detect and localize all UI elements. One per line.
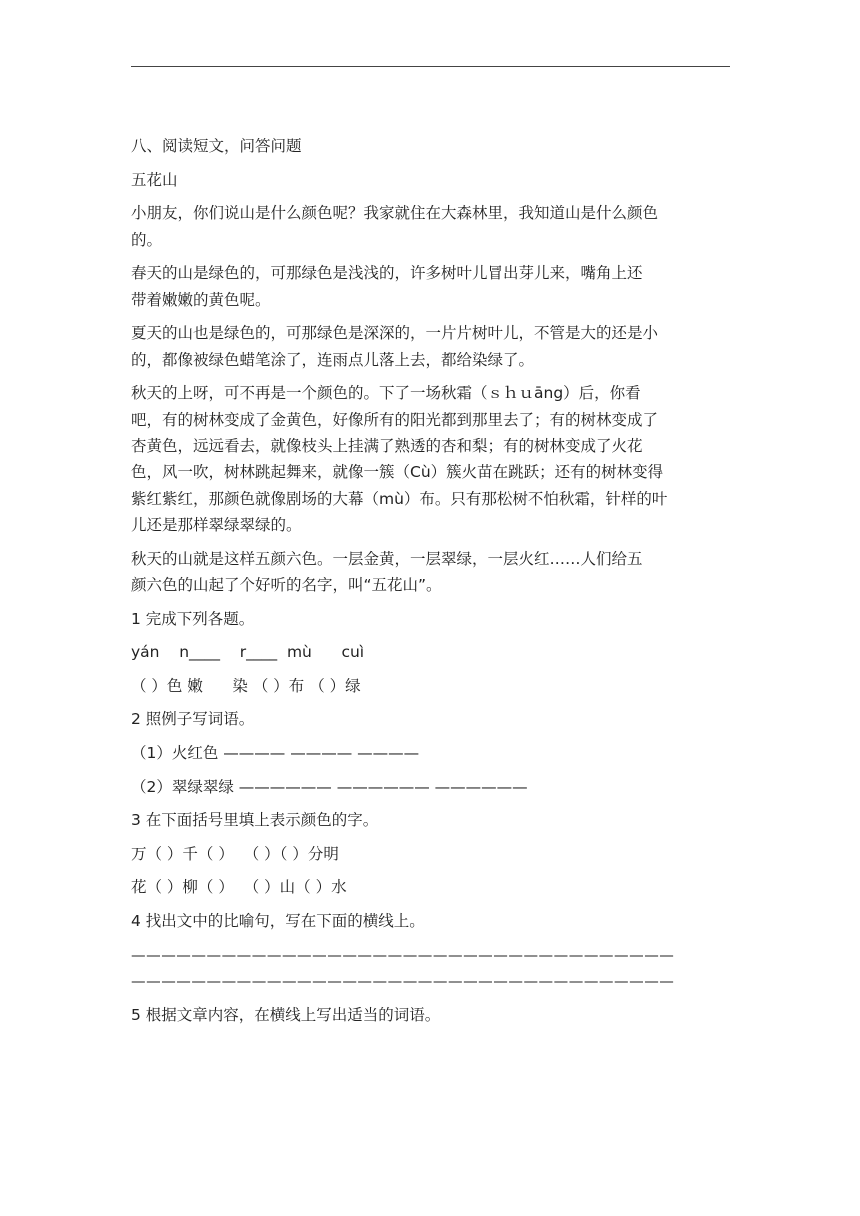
question-1-prompt: 1 完成下列各题。 <box>131 609 255 628</box>
question-1-pinyin-row: yán n____ r____ mù cuì <box>131 643 365 662</box>
question-2-item-2: （2）翠绿翠绿 —————— —————— —————— <box>131 777 528 796</box>
section-heading: 八、阅读短文，问答问题 <box>131 137 302 155</box>
passage-line: 色，风一吹，树林跳起舞来，就像一簇（Cù）簇火苗在跳跃；还有的树林变得 <box>131 463 664 482</box>
question-4-prompt: 4 找出文中的比喻句，写在下面的横线上。 <box>131 912 425 931</box>
passage-line: 杏黄色，远远看去，就像枝头上挂满了熟透的杏和梨；有的树林变成了火花 <box>131 436 643 455</box>
worksheet-content <box>131 136 741 1026</box>
passage-line: 的。 <box>131 230 163 249</box>
passage-line: 吧，有的树林变成了金黄色，好像所有的阳光都到那里去了；有的树林变成了 <box>131 410 659 429</box>
passage-line: 小朋友，你们说山是什么颜色呢？我家就住在大森林里，我知道山是什么颜色 <box>131 204 659 223</box>
answer-line: ———————————————————————————————————— <box>131 973 675 990</box>
question-3-prompt: 3 在下面括号里填上表示颜色的字。 <box>131 811 379 830</box>
question-2-item-1: （1）火红色 ———— ———— ———— <box>131 744 420 763</box>
passage-line: 春天的山是绿色的，可那绿色是浅浅的，许多树叶儿冒出芽儿来，嘴角上还 <box>131 264 643 283</box>
passage-line: 紫红紫红，那颜色就像剧场的大幕（mù）布。只有那松树不怕秋霜，针样的叶 <box>131 489 668 508</box>
passage-line: 颜六色的山起了个好听的名字，叫“五花山”。 <box>131 576 442 595</box>
passage-line: 秋天的山就是这样五颜六色。一层金黄，一层翠绿，一层火红……人们给五 <box>131 549 643 568</box>
header-rule <box>131 66 730 67</box>
question-3-row-1: 万（ ）千（ ） （ ）（ ）分明 <box>131 844 339 863</box>
passage-title: 五花山 <box>131 170 178 189</box>
passage-line: 秋天的上呀，可不再是一个颜色的。下了一场秋霜（ｓｈｕāng）后，你看 <box>131 384 641 403</box>
question-5-prompt: 5 根据文章内容，在横线上写出适当的词语。 <box>131 1005 441 1024</box>
passage-line: 的，都像被绿色蜡笔涂了，连雨点儿落上去，都给染绿了。 <box>131 350 535 369</box>
answer-line: ———————————————————————————————————— <box>131 946 675 964</box>
question-2-prompt: 2 照例子写词语。 <box>131 710 255 729</box>
question-3-row-2: 花（ ）柳（ ） （ ）山（ ）水 <box>131 878 347 897</box>
question-1-char-row: （ ）色 嫩 染 （ ）布 （ ）绿 <box>131 676 361 695</box>
passage-line: 带着嫩嫩的黄色呢。 <box>131 290 271 309</box>
passage-line: 夏天的山也是绿色的，可那绿色是深深的，一片片树叶儿，不管是大的还是小 <box>131 324 659 343</box>
passage-line: 儿还是那样翠绿翠绿的。 <box>131 516 302 535</box>
